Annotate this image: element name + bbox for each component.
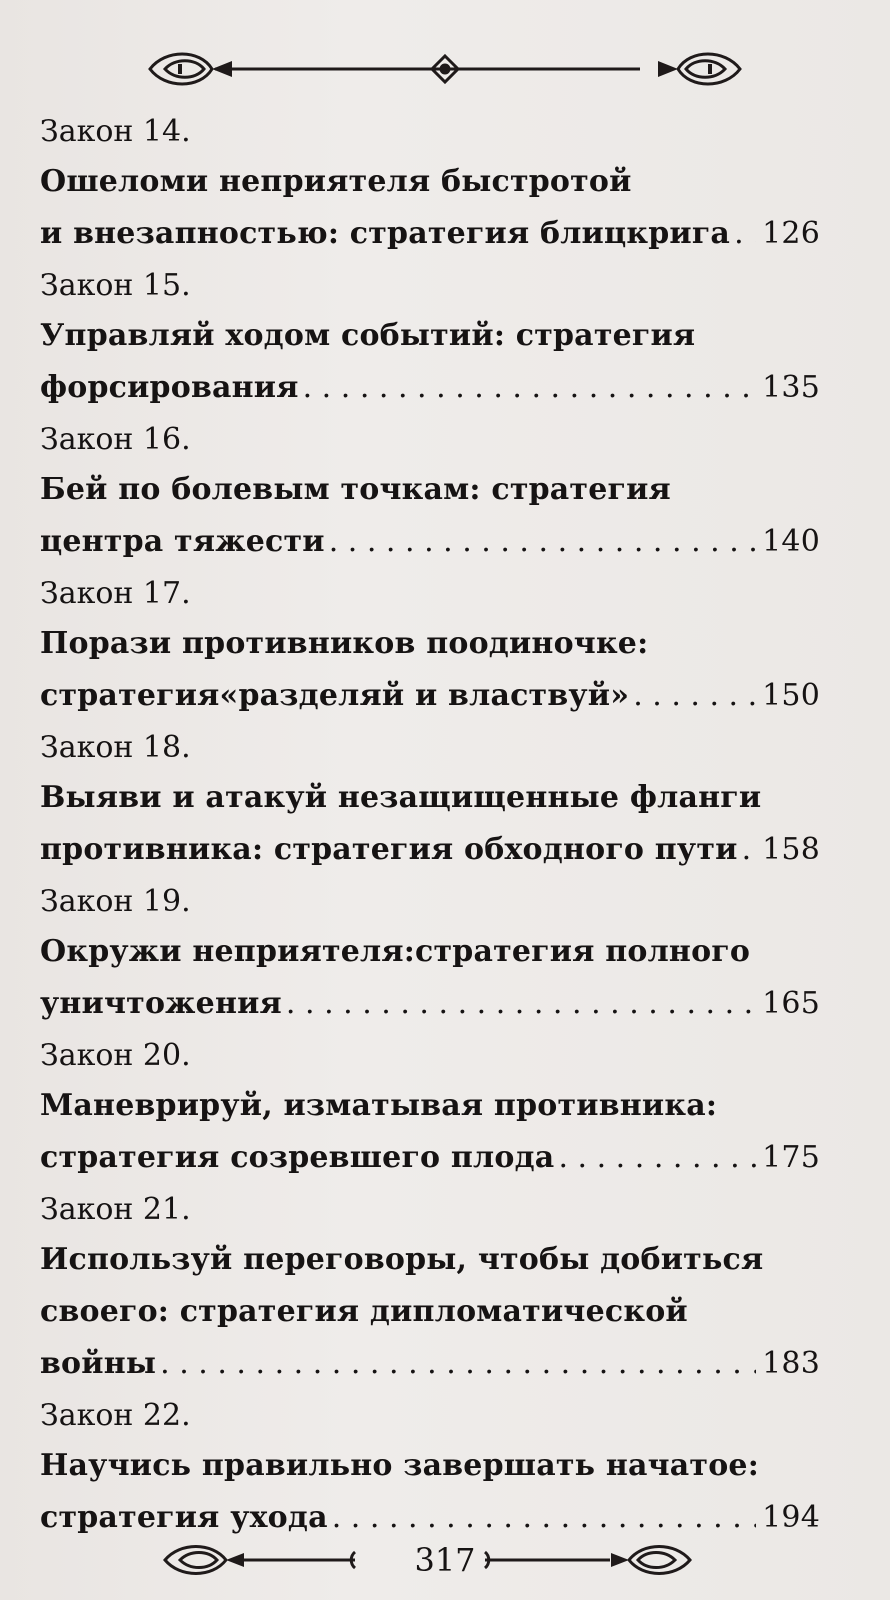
chapter-title-last-line [40, 362, 820, 414]
toc-entry [40, 416, 820, 568]
law-number: Закон 16. [40, 422, 191, 457]
law-number: Закон 20. [40, 1038, 191, 1073]
law-number: Закон 18. [40, 730, 191, 765]
toc-entry [40, 108, 820, 260]
chapter-title-text: противника: стратегия обходного пути [40, 832, 738, 867]
chapter-title-text: Порази противников поодиночке: [40, 626, 649, 661]
dot-leader [286, 978, 756, 1030]
chapter-title-text: Маневрируй, изматывая противника: [40, 1088, 718, 1123]
chapter-title-text: войны [40, 1346, 157, 1381]
chapter-title-line [40, 926, 820, 978]
dot-leader [633, 670, 756, 722]
chapter-page-number: 194 [762, 1500, 820, 1535]
dot-leader [742, 824, 757, 876]
chapter-page-number: 140 [762, 524, 820, 559]
chapter-title-line [40, 464, 820, 516]
toc-entry [40, 262, 820, 414]
dot-leader [558, 1132, 756, 1184]
law-number: Закон 17. [40, 576, 191, 611]
dot-leader [332, 1492, 756, 1544]
chapter-title-text: Выяви и атакуй незащищенные фланги [40, 780, 762, 815]
chapter-title-line [40, 772, 820, 824]
chapter-title-text: уничтожения [40, 986, 282, 1021]
chapter-title-line [40, 156, 820, 208]
chapter-title-last-line [40, 1132, 820, 1184]
chapter-title-last-line [40, 978, 820, 1030]
chapter-title-line [40, 1286, 820, 1338]
top-ornament [0, 44, 890, 94]
chapter-page-number: 158 [762, 832, 820, 867]
page-number: 317 [414, 1541, 476, 1579]
chapter-title-text: стратегия«разделяй и властвуй» [40, 678, 630, 713]
chapter-page-number: 175 [762, 1140, 820, 1175]
chapter-page-number: 150 [762, 678, 820, 713]
law-number: Закон 15. [40, 268, 191, 303]
chapter-title-last-line [40, 208, 820, 260]
chapter-title-text: своего: стратегия дипломатической [40, 1294, 688, 1329]
chapter-title-last-line [40, 1338, 820, 1390]
chapter-title-text: Управляй ходом событий: стратегия [40, 318, 696, 353]
law-number: Закон 19. [40, 884, 191, 919]
chapter-title-text: стратегия созревшего плода [40, 1140, 555, 1175]
toc-entry [40, 1392, 820, 1544]
chapter-title-line [40, 618, 820, 670]
chapter-title-text: центра тяжести [40, 524, 325, 559]
chapter-page-number: 183 [762, 1346, 820, 1381]
chapter-title-last-line [40, 1492, 820, 1544]
chapter-title-last-line [40, 670, 820, 722]
dot-leader [303, 362, 757, 414]
chapter-title-line [40, 1440, 820, 1492]
chapter-page-number: 135 [762, 370, 820, 405]
toc-entry [40, 724, 820, 876]
chapter-title-text: Окружи неприятеля:стратегия полного [40, 934, 751, 969]
chapter-title-text: стратегия ухода [40, 1500, 328, 1535]
chapter-title-line [40, 1080, 820, 1132]
chapter-title-text: и внезапностью: стратегия блицкрига [40, 216, 731, 251]
chapter-page-number: 126 [762, 216, 820, 251]
law-number: Закон 14. [40, 114, 191, 149]
chapter-title-line [40, 1234, 820, 1286]
chapter-page-number: 165 [762, 986, 820, 1021]
chapter-title-text: Научись правильно завершать начатое: [40, 1448, 759, 1483]
toc-entry [40, 1032, 820, 1184]
dot-leader [160, 1338, 756, 1390]
chapter-title-text: форсирования [40, 370, 299, 405]
chapter-title-line [40, 310, 820, 362]
law-number: Закон 21. [40, 1192, 191, 1227]
chapter-title-last-line [40, 824, 820, 876]
chapter-title-text: Ошеломи неприятеля быстротой [40, 164, 632, 199]
toc-entry [40, 1186, 820, 1390]
dot-leader [329, 516, 756, 568]
toc-entry [40, 878, 820, 1030]
chapter-title-last-line [40, 516, 820, 568]
toc-entry [40, 570, 820, 722]
chapter-title-text: Используй переговоры, чтобы добиться [40, 1242, 764, 1277]
chapter-title-text: Бей по болевым точкам: стратегия [40, 472, 671, 507]
law-number: Закон 22. [40, 1398, 191, 1433]
table-of-contents [40, 108, 820, 1546]
dot-leader [734, 208, 756, 260]
